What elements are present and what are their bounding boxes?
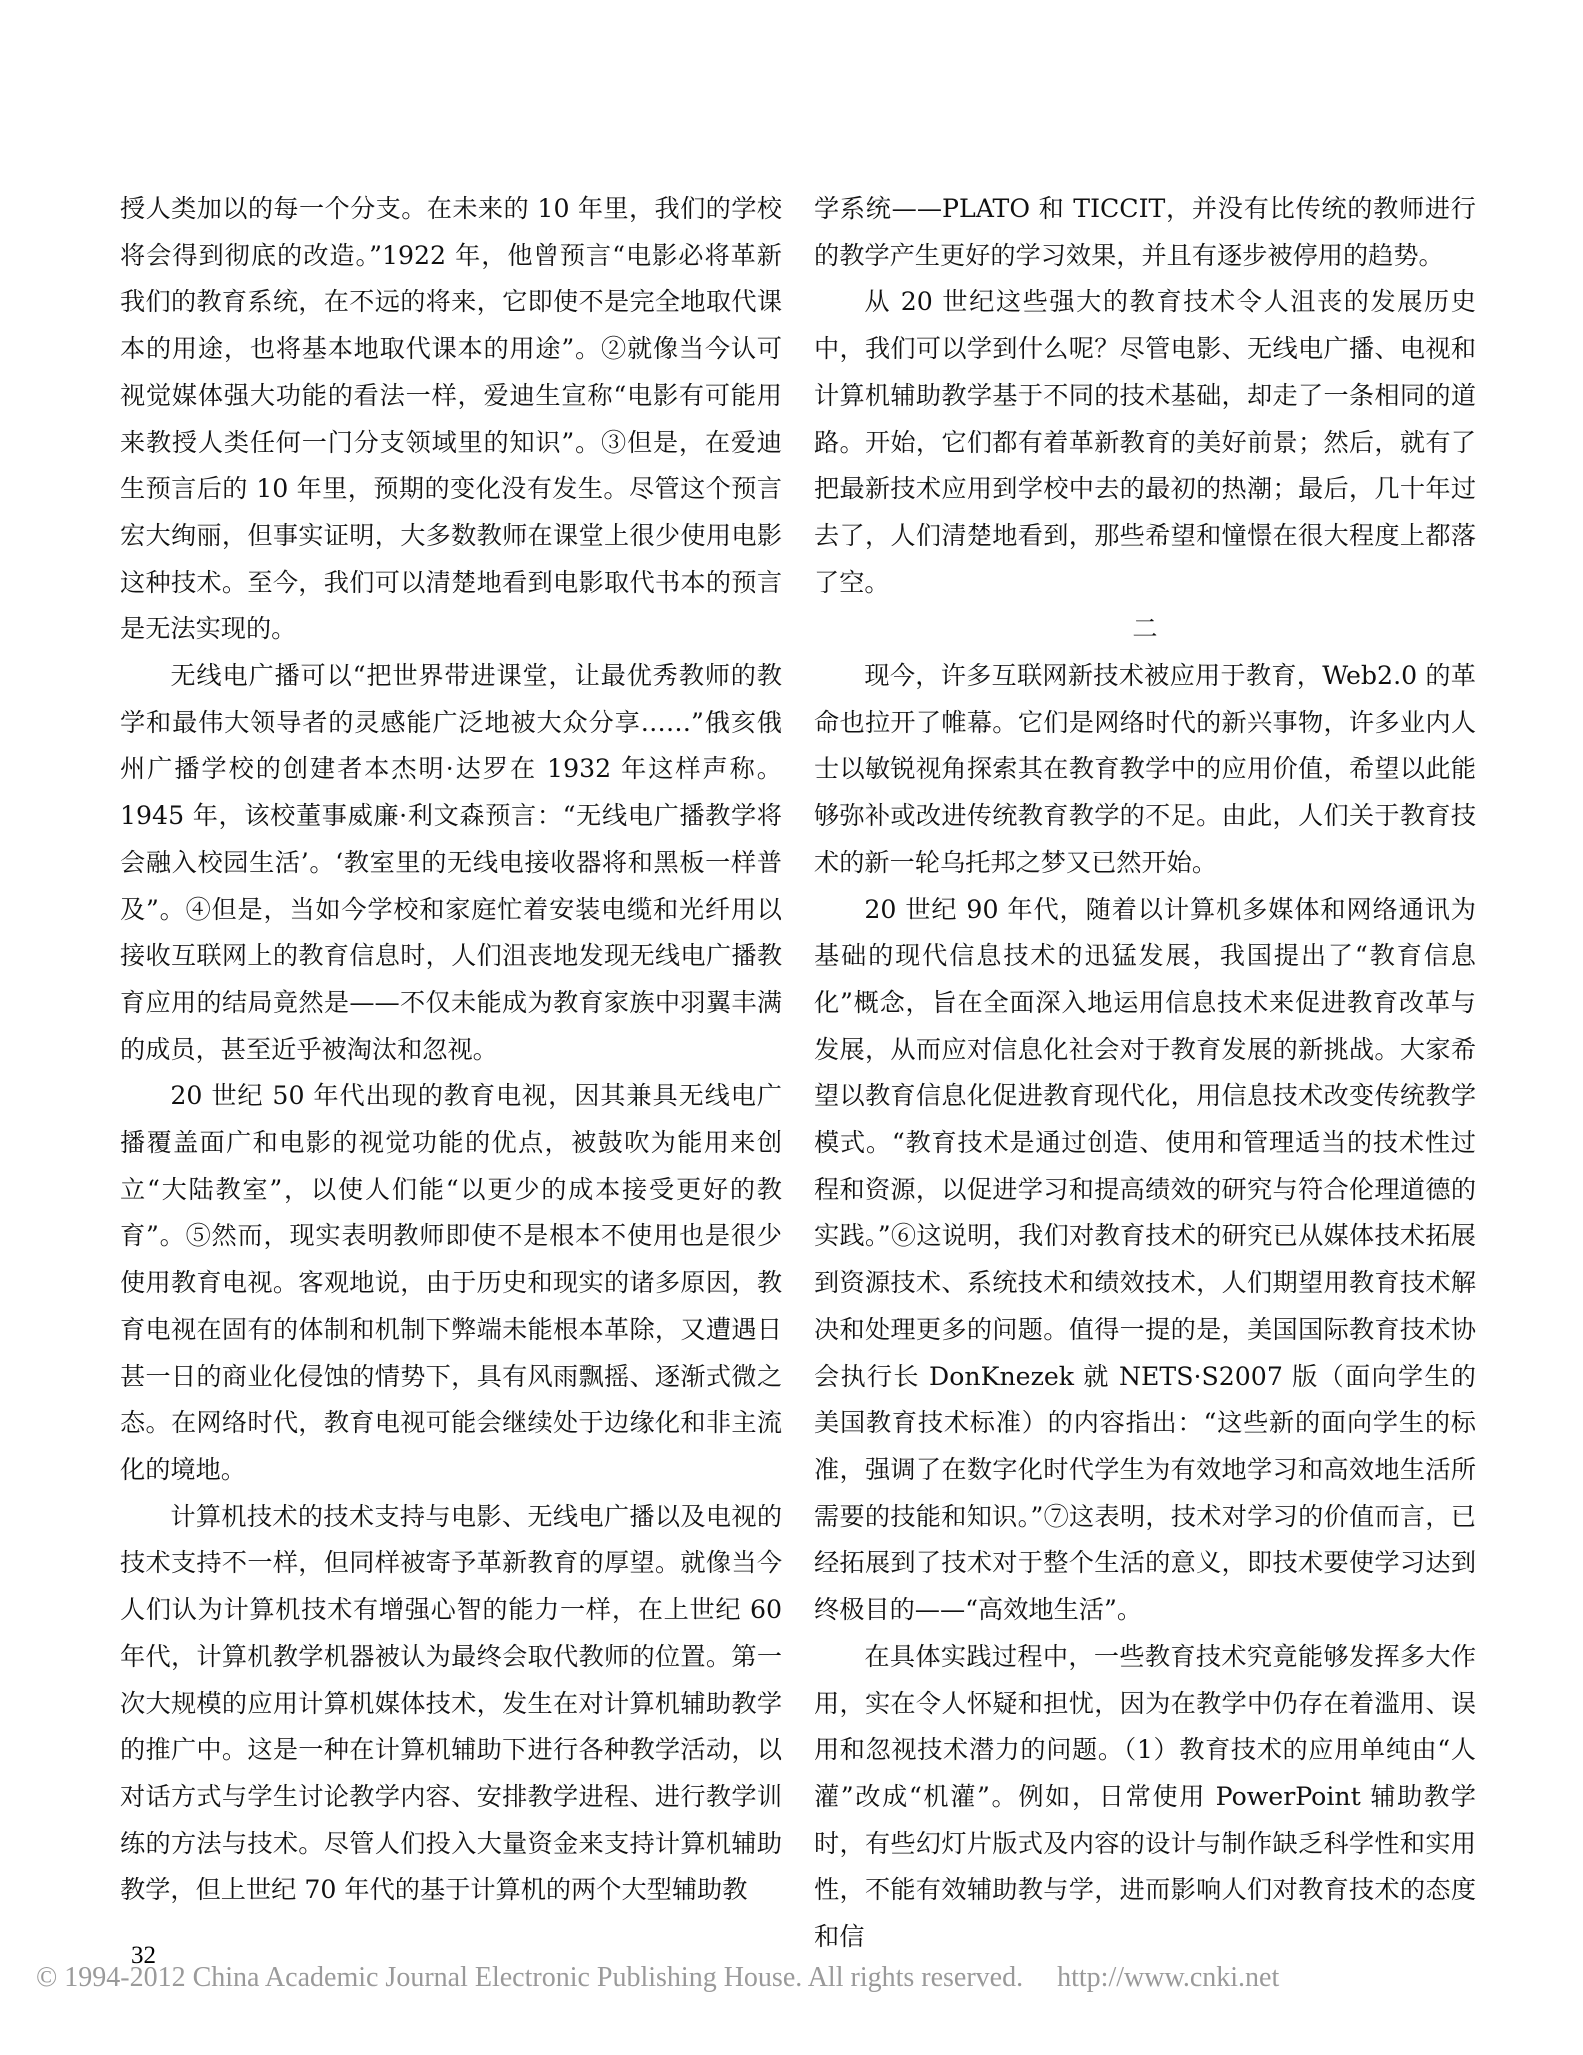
- copyright-text: © 1994-2012 China Academic Journal Electronic Publishing House. All rights reserved.: [36, 1962, 1024, 1993]
- paragraph: 现今，许多互联网新技术被应用于教育，Web2.0 的革命也拉开了帷幕。它们是网络时代的新兴事物，许多业内人士以敏锐视角探索其在教育教学中的应用价值，希望以此能够弥补或改进传统教育教学的不足。由此，人们关于教育技术的新一轮乌托邦之梦又已然开始。: [814, 661, 1476, 877]
- paragraph: 20 世纪 50 年代出现的教育电视，因其兼具无线电广播覆盖面广和电影的视觉功能的优点，被鼓吹为能用来创立“大陆教室”，以使人们能“以更少的成本接受更好的教育”。⑤然而，现实表明教师即使不是根本不使用也是很少使用教育电视。客观地说，由于历史和现实的诸多原因，教育电视在固有的体制和机制下弊端未能根本革除，又遭遇日甚一日的商业化侵蚀的情势下，具有风雨飘摇、逐渐式微之态。在网络时代，教育电视可能会继续处于边缘化和非主流化的境地。: [120, 1081, 782, 1484]
- paragraph: 从 20 世纪这些强大的教育技术令人沮丧的发展历史中，我们可以学到什么呢？尽管电影、无线电广播、电视和计算机辅助教学基于不同的技术基础，却走了一条相同的道路。开始，它们都有着革新教育的美好前景；然后，就有了把最新技术应用到学校中去的最初的热潮；最后，几十年过去了，人们清楚地看到，那些希望和憧憬在很大程度上都落了空。: [814, 287, 1476, 597]
- right-column: [814, 186, 1476, 1961]
- copyright-footer: [36, 1962, 1556, 1994]
- paragraph: 在具体实践过程中，一些教育技术究竟能够发挥多大作用，实在令人怀疑和担忧，因为在教学中仍存在着滥用、误用和忽视技术潜力的问题。（1）教育技术的应用单纯由“人灌”改成“机灌”。例如，日常使用 PowerPoint 辅助教学时，有些幻灯片版式及内容的设计与制作缺乏科学性和实用性，不能有效辅助教与学，进而影响人们对教育技术的态度和信: [814, 1641, 1476, 1952]
- paragraph: 20 世纪 90 年代，随着以计算机多媒体和网络通讯为基础的现代信息技术的迅猛发展，我国提出了“教育信息化”概念，旨在全面深入地运用信息技术来促进教育改革与发展，从而应对信息化社会对于教育发展的新挑战。大家希望以教育信息化促进教育现代化，用信息技术改变传统教学模式。“教育技术是通过创造、使用和管理适当的技术性过程和资源，以促进学习和提高绩效的研究与符合伦理道德的实践。”⑥这说明，我们对教育技术的研究已从媒体技术拓展到资源技术、系统技术和绩效技术，人们期望用教育技术解决和处理更多的问题。值得一提的是，美国国际教育技术协会执行长 DonKnezek 就 NETS·S2007 版（面向学生的美国教育技术标准）的内容指出：“这些新的面向学生的标准，强调了在数字化时代学生为有效地学习和高效地生活所需要的技能和知识。”⑦这表明，技术对学习的价值而言，已经拓展到了技术对于整个生活的意义，即技术要使学习达到终极目的——“高效地生活”。: [814, 894, 1476, 1625]
- page-number: 32: [131, 1942, 156, 1969]
- left-column: [120, 186, 782, 1914]
- paragraph: 授人类加以的每一个分支。在未来的 10 年里，我们的学校将会得到彻底的改造。”1922 年，他曾预言“电影必将革新我们的教育系统，在不远的将来，它即使不是完全地取代课本的用途，也将基本地取代课本的用途”。②就像当今认可视觉媒体强大功能的看法一样，爱迪生宣称“电影有可能用来教授人类任何一门分支领域里的知识”。③但是，在爱迪生预言后的 10 年里，预期的变化没有发生。尽管这个预言宏大绚丽，但事实证明，大多数教师在课堂上很少使用电影这种技术。至今，我们可以清楚地看到电影取代书本的预言是无法实现的。: [120, 194, 782, 644]
- paragraph: 学系统——PLATO 和 TICCIT，并没有比传统的教师进行的教学产生更好的学习效果，并且有逐步被停用的趋势。: [814, 194, 1476, 270]
- section-heading: 二: [1132, 614, 1158, 644]
- paragraph: 无线电广播可以“把世界带进课堂，让最优秀教师的教学和最伟大领导者的灵感能广泛地被大众分享……”俄亥俄州广播学校的创建者本杰明·达罗在 1932 年这样声称。1945 年，该校董事威廉·利文森预言：“无线电广播教学将会融入校园生活’。‘教室里的无线电接收器将和黑板一样普及”。④但是，当如今学校和家庭忙着安装电缆和光纤用以接收互联网上的教育信息时，人们沮丧地发现无线电广播教育应用的结局竟然是——不仅未能成为教育家族中羽翼丰满的成员，甚至近乎被淘汰和忽视。: [120, 661, 782, 1064]
- paragraph: 计算机技术的技术支持与电影、无线电广播以及电视的技术支持不一样，但同样被寄予革新教育的厚望。就像当今人们认为计算机技术有增强心智的能力一样，在上世纪 60 年代，计算机教学机器被认为最终会取代教师的位置。第一次大规模的应用计算机媒体技术，发生在对计算机辅助教学的推广中。这是一种在计算机辅助下进行各种教学活动，以对话方式与学生讨论教学内容、安排教学进程、进行教学训练的方法与技术。尽管人们投入大量资金来支持计算机辅助教学，但上世纪 70 年代的基于计算机的两个大型辅助教: [120, 1501, 782, 1905]
- footer-url-link[interactable]: http://www.cnki.net: [1057, 1962, 1280, 1993]
